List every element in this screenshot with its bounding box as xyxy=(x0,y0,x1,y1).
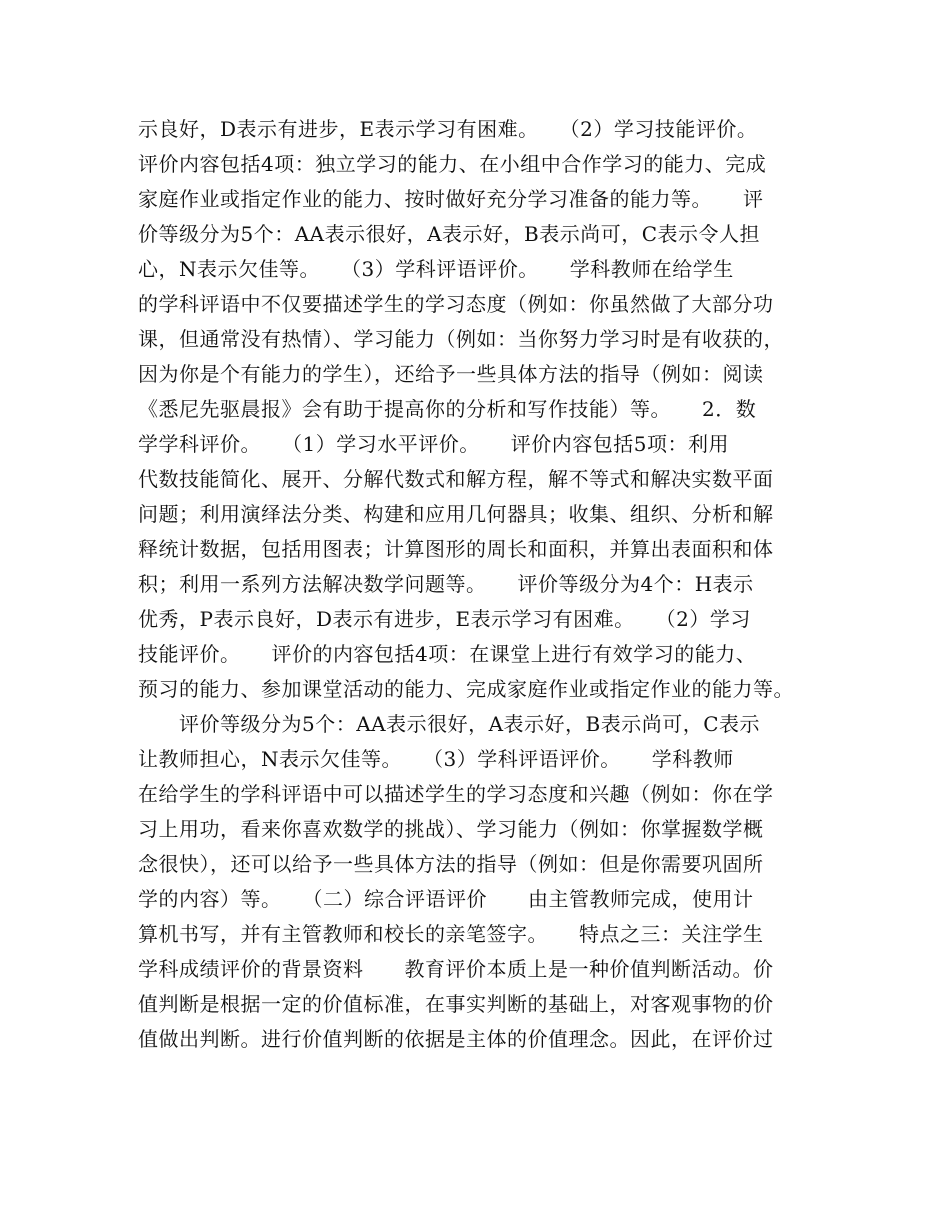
text-line: 《悉尼先驱晨报》会有助于提高你的分析和写作技能）等。 2．数 xyxy=(138,397,757,421)
text-line: 心，N表示欠佳等。 （3）学科评语评价。 学科教师在给学生 xyxy=(138,257,734,281)
text-line: 释统计数据，包括用图表；计算图形的周长和面积，并算出表面积和体 xyxy=(138,537,774,561)
text-line: 念很快），还可以给予一些具体方法的指导（例如：但是你需要巩固所 xyxy=(138,852,764,876)
text-line: 学科成绩评价的背景资料 教育评价本质上是一种价值判断活动。价 xyxy=(138,957,774,981)
text-line: 值做出判断。进行价值判断的依据是主体的价值理念。因此，在评价过 xyxy=(138,1027,774,1051)
text-line: 预习的能力、参加课堂活动的能力、完成家庭作业或指定作业的能力等。 xyxy=(138,677,794,701)
text-line: 学的内容）等。 （二）综合评语评价 由主管教师完成，使用计 xyxy=(138,887,754,911)
text-line: 积；利用一系列方法解决数学问题等。 评价等级分为4个：H表示 xyxy=(138,572,754,596)
text-line: 的学科评语中不仅要描述学生的学习态度（例如：你虽然做了大部分功 xyxy=(138,292,774,316)
text-line: 让教师担心，N表示欠佳等。 （3）学科评语评价。 学科教师 xyxy=(138,747,734,771)
text-line: 学学科评价。 （1）学习水平评价。 评价内容包括5项：利用 xyxy=(138,432,729,456)
document-body xyxy=(138,112,818,1057)
text-line: 习上用功，看来你喜欢数学的挑战）、学习能力（例如：你掌握数学概 xyxy=(138,817,764,841)
text-line: 家庭作业或指定作业的能力、按时做好充分学习准备的能力等。 评 xyxy=(138,187,764,211)
text-line: 课，但通常没有热情）、学习能力（例如：当你努力学习时是有收获的， xyxy=(138,327,784,351)
text-line: 优秀，P表示良好，D表示有进步，E表示学习有困难。 （2）学习 xyxy=(138,607,751,631)
text-line: 评价内容包括4项：独立学习的能力、在小组中合作学习的能力、完成 xyxy=(138,152,767,176)
text-line: 因为你是个有能力的学生），还给予一些具体方法的指导（例如：阅读 xyxy=(138,362,764,386)
text-line: 问题；利用演绎法分类、构建和应用几何器具；收集、组织、分析和解 xyxy=(138,502,774,526)
text-line: 技能评价。 评价的内容包括4项：在课堂上进行有效学习的能力、 xyxy=(138,642,757,666)
text-line: 价等级分为5个：AA表示很好，A表示好，B表示尚可，C表示令人担 xyxy=(138,222,761,246)
text-line: 代数技能简化、展开、分解代数式和解方程，解不等式和解决实数平面 xyxy=(138,467,774,491)
text-line: 在给学生的学科评语中可以描述学生的学习态度和兴趣（例如：你在学 xyxy=(138,782,774,806)
text-line: 示良好，D表示有进步，E表示学习有困难。 （2）学习技能评价。 xyxy=(138,117,758,141)
text-line: 值判断是根据一定的价值标准，在事实判断的基础上，对客观事物的价 xyxy=(138,992,774,1016)
text-line: 算机书写，并有主管教师和校长的亲笔签字。 特点之三：关注学生 xyxy=(138,922,764,946)
text-line: 评价等级分为5个：AA表示很好，A表示好，B表示尚可，C表示 xyxy=(138,712,761,736)
